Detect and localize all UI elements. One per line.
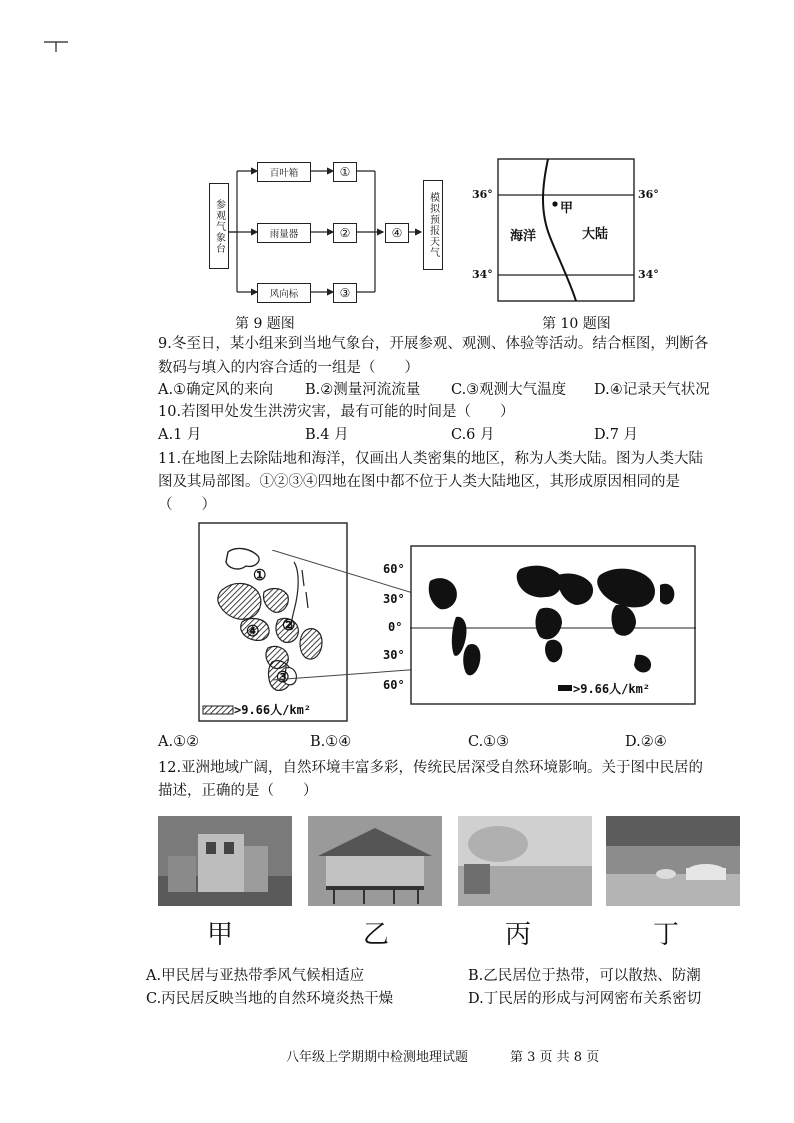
fig10-frame <box>470 157 670 305</box>
fig9-instrument-3: 风向标 <box>257 283 311 303</box>
fig10-lat-top-right: 36° <box>638 188 659 201</box>
q11-stem-line3: （ ） <box>158 497 216 513</box>
fig10-lat-top-left: 36° <box>472 188 493 201</box>
fig9-right-box: 模拟预报天气 <box>423 180 443 270</box>
q11-option-b: B.①④ <box>310 734 352 750</box>
q9-option-c: C.③观测大气温度 <box>451 382 567 398</box>
q10-option-b: B.4 月 <box>305 427 349 443</box>
fig9-caption: 第 9 题图 <box>235 316 295 332</box>
fig11-inset-legend: >9.66人/km² <box>234 703 312 717</box>
footer-title: 八年级上学期期中检测地理试题 <box>286 1050 469 1065</box>
q11-option-a: A.①② <box>158 734 200 750</box>
q12-option-c: C.丙民居反映当地的自然环境炎热干燥 <box>146 991 394 1007</box>
fig11-inset-num-2: ② <box>282 616 296 634</box>
fig11-lat-30s: 30° <box>383 648 405 662</box>
q10-stem: 10.若图甲处发生洪涝灾害，最有可能的时间是（ ） <box>158 404 515 420</box>
photo-yi-image <box>308 816 442 906</box>
fig10-lat-bottom-left: 34° <box>472 268 493 281</box>
fig11-inset-num-1: ① <box>253 566 267 584</box>
q12-option-b: B.乙民居位于热带，可以散热、防潮 <box>468 968 701 984</box>
fig11-lat-60n: 60° <box>383 562 405 576</box>
fig9-number-4: ④ <box>385 223 409 243</box>
fig10-map <box>470 157 670 305</box>
q10-option-d: D.7 月 <box>594 427 639 443</box>
fig11-world-legend: >9.66人/km² <box>573 682 651 696</box>
photo-label-ding: 丁 <box>652 920 679 950</box>
photo-ding-image <box>606 816 740 906</box>
fig9-number-1: ① <box>333 162 357 182</box>
fig9-instrument-2: 雨量器 <box>257 223 311 243</box>
q11-option-c: C.①③ <box>468 734 510 750</box>
fig10-caption: 第 10 题图 <box>542 316 611 332</box>
q9-option-b: B.②测量河流流量 <box>305 382 421 398</box>
fig11-inset-num-4: ④ <box>246 622 260 640</box>
photo-label-yi: 乙 <box>362 920 389 950</box>
q12-option-d: D.丁民居的形成与河网密布关系密切 <box>468 991 702 1007</box>
fig11-lat-60s: 60° <box>383 678 405 692</box>
fig11-inset-num-3: ③ <box>276 668 290 686</box>
q11-stem-line1: 11.在地图上去除陆地和海洋，仅画出人类密集的地区，称为人类大陆。图为人类大陆 <box>158 451 704 467</box>
footer-page: 第 3 页 共 8 页 <box>510 1050 600 1065</box>
q9-stem-line1: 9.冬至日，某小组来到当地气象台，开展参观、观测、体验等活动。结合框图，判断各 <box>158 336 709 352</box>
q12-stem-line1: 12.亚洲地域广阔，自然环境丰富多彩，传统民居深受自然环境影响。关于图中民居的 <box>158 760 704 776</box>
fig11-lat-30n: 30° <box>383 592 405 606</box>
fig10-ocean-label: 海洋 <box>510 229 537 244</box>
q12-option-a: A.甲民居与亚热带季风气候相适应 <box>146 968 365 984</box>
q11-stem-line2: 图及其局部图。①②③④四地在图中都不位于人类大陆地区，其形成原因相同的是 <box>158 474 680 490</box>
fig9-instrument-1: 百叶箱 <box>257 162 311 182</box>
fig9-number-3: ③ <box>333 283 357 303</box>
fig10-land-label: 大陆 <box>582 227 609 242</box>
fig11-lat-0: 0° <box>388 620 403 634</box>
photo-jia-image <box>158 816 292 906</box>
q10-option-c: C.6 月 <box>451 427 495 443</box>
q9-stem-line2: 数码与填入的内容合适的一组是（ ） <box>158 360 419 376</box>
fig9-left-box: 参观气象台 <box>209 183 229 269</box>
photo-label-jia: 甲 <box>206 920 233 950</box>
q9-option-a: A.①确定风的来向 <box>158 382 274 398</box>
fig10-point-label: 甲 <box>560 201 574 216</box>
photo-bing-image <box>458 816 592 906</box>
fig9-connectors <box>205 155 455 305</box>
fig9-number-2: ② <box>333 223 357 243</box>
photo-label-bing: 丙 <box>504 920 531 950</box>
photo-house-bing <box>458 816 592 906</box>
q10-option-a: A.1 月 <box>158 427 202 443</box>
q11-option-d: D.②④ <box>625 734 667 750</box>
fig9-flowchart <box>205 155 455 305</box>
fig11-world-map <box>410 545 696 705</box>
crop-mark <box>44 40 68 52</box>
fig10-lat-bottom-right: 34° <box>638 268 659 281</box>
q9-option-d: D.④记录天气状况 <box>594 382 710 398</box>
fig11-world-shapes <box>410 545 696 705</box>
q12-stem-line2: 描述，正确的是（ ） <box>158 783 318 799</box>
photo-house-ding <box>606 816 740 906</box>
photo-house-jia <box>158 816 292 906</box>
photo-house-yi <box>308 816 442 906</box>
